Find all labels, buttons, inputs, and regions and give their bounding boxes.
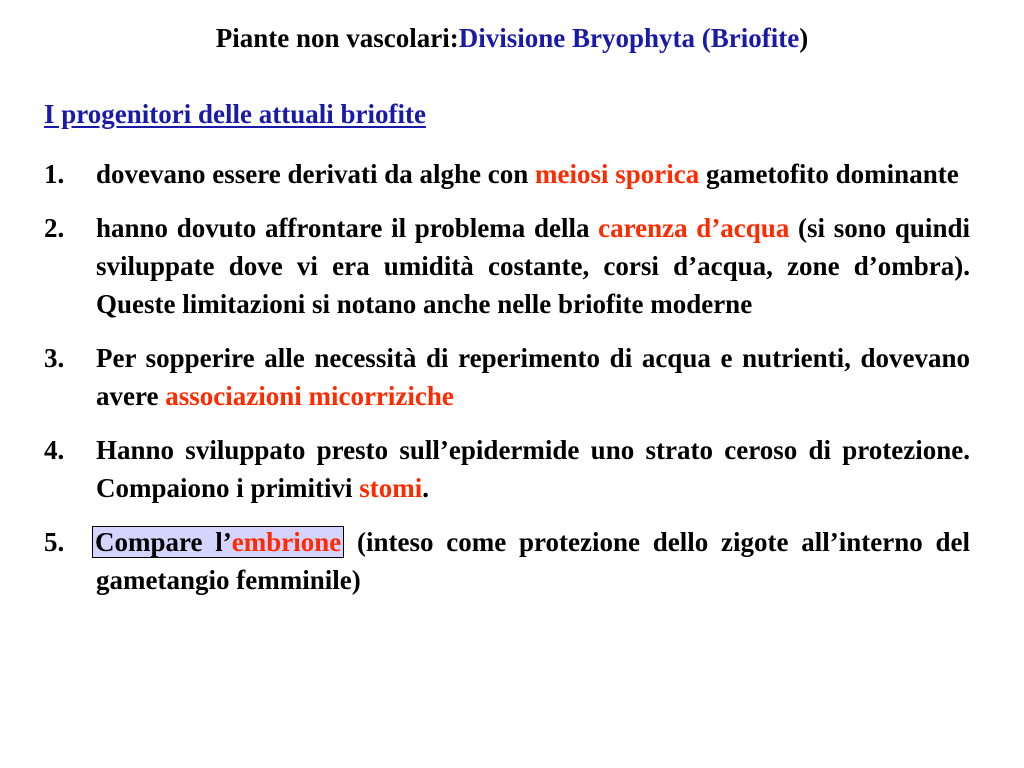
item-text: Hanno sviluppato presto sull’epidermide uno strato ceroso di protezione. Compaiono i primitivi <box>96 435 970 503</box>
item-text: dovevano essere derivati da alghe con <box>96 159 535 189</box>
section-heading: I progenitori delle attuali briofite <box>44 99 426 129</box>
item-number: 1. <box>44 159 65 189</box>
item-text: hanno dovuto affrontare il problema della <box>96 213 599 243</box>
item-text-after: gametofito dominante <box>699 159 959 189</box>
title-division: Divisione Bryophyta (Briofite <box>458 23 800 53</box>
numbered-list <box>44 155 970 615</box>
item-number: 2. <box>44 213 65 243</box>
item-text-after: (inteso come protezione dello zigote all’interno del gametangio femminile) <box>96 527 970 595</box>
list-item <box>44 209 970 323</box>
title-suffix: ) <box>799 23 809 53</box>
item-highlight: carenza d’acqua <box>598 213 790 243</box>
list-item <box>44 431 970 507</box>
item-number: 5. <box>44 527 65 557</box>
title-prefix: Piante non vascolari: <box>215 23 459 53</box>
item-highlight: stomi <box>359 473 423 503</box>
item-text-after: . <box>422 473 430 503</box>
item-number: 4. <box>44 435 65 465</box>
highlight-box <box>92 526 344 558</box>
item-text: Compare l’ <box>95 527 232 557</box>
item-highlight: associazioni micorriziche <box>165 381 454 411</box>
page-title <box>0 20 1024 56</box>
item-highlight: embrione <box>231 527 342 557</box>
list-item <box>44 523 970 599</box>
item-text: Per sopperire alle necessità di reperimento di acqua e nutrienti, dovevano avere <box>96 343 970 411</box>
list-item <box>44 155 970 193</box>
list-item <box>44 339 970 415</box>
item-text-after: (si sono quindi sviluppate dove vi era umidità costante, corsi d’acqua, zone d’ombra). Queste limitazioni si notano anche nelle briofite moderne <box>96 213 970 319</box>
item-highlight: meiosi sporica <box>534 159 700 189</box>
item-number: 3. <box>44 343 65 373</box>
